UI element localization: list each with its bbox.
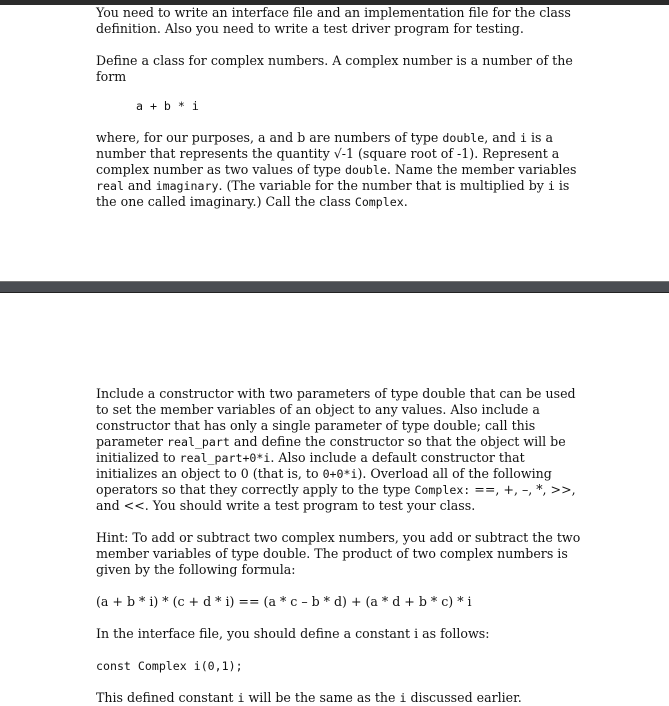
interface-paragraph: In the interface file, you should define a constant i as follows: xyxy=(96,626,490,641)
where-text-c: is a number that represents the quantity √-1 (square root of -1). Represent a complex number as two values of type xyxy=(96,130,560,177)
hint-paragraph: Hint: To add or subtract two complex numbers, you add or subtract the two member variables of type double. The product of two complex numbers is given by the following formula: xyxy=(96,530,581,577)
product-formula: (a + b * i) * (c + d * i) == (a * c – b * d) + (a * d + b * c) * i xyxy=(96,594,472,609)
constructor-paragraph xyxy=(96,386,589,514)
page-divider xyxy=(0,281,669,293)
ctor-text-b: and define the constructor so that the object will be initialized to xyxy=(96,434,566,465)
code-i-2: i xyxy=(547,179,555,193)
document-page-1 xyxy=(0,5,669,281)
where-text-e: and xyxy=(123,178,156,193)
const-declaration: const Complex i(0,1); xyxy=(96,659,243,673)
where-text-a: where, for our purposes, a and b are numbers of type xyxy=(96,130,443,145)
code-i: i xyxy=(519,131,527,145)
where-text-h: . xyxy=(403,194,408,209)
final-text-b: will be the same as the xyxy=(244,690,400,705)
code-double-2: double xyxy=(344,163,387,177)
document-page-2 xyxy=(0,293,669,704)
code-zero: 0+0*i xyxy=(322,467,358,481)
intro-line-1: You need to write an interface file and an implementation file for the class xyxy=(96,5,571,20)
code-complex: Complex xyxy=(354,195,404,209)
complex-form-formula: a + b * i xyxy=(136,99,199,113)
code-double: double xyxy=(442,131,485,145)
intro-paragraph xyxy=(96,5,589,37)
where-text-f: . (The variable for the number that is multiplied by xyxy=(218,178,548,193)
final-text-a: This defined constant xyxy=(96,690,238,705)
code-complex-colon: Complex: xyxy=(414,483,471,497)
where-text-d: . Name the member variables xyxy=(386,162,577,177)
ctor-text-c: . Also include a default constructor that initializes an object to 0 (that is, to xyxy=(96,450,525,481)
code-final-i: i xyxy=(237,691,245,705)
ctor-text-a: Include a constructor with two parameters of type double that can be used to set the member variables of an object to any values. Also include a constructor that has only a single parameter of type double; call this parameter xyxy=(96,386,576,449)
define-paragraph: Define a class for complex numbers. A complex number is a number of the form xyxy=(96,53,573,84)
intro-line-2: definition. Also you need to write a test driver program for testing. xyxy=(96,21,524,36)
code-final-i-2: i xyxy=(399,691,407,705)
ctor-text-d: ). Overload all of the following operators so that they correctly apply to the type xyxy=(96,466,552,497)
where-text-b: , and xyxy=(484,130,520,145)
where-text-g: is the one called imaginary.) Call the class xyxy=(96,178,570,209)
code-init: real_part+0*i xyxy=(179,451,271,465)
ctor-text-e: ==, +, –, *, >>, and <<. You should write a test program to test your class. xyxy=(96,482,576,513)
where-paragraph xyxy=(96,130,589,210)
code-real-part: real_part xyxy=(167,435,230,449)
code-real: real xyxy=(96,179,124,193)
code-imaginary: imaginary xyxy=(155,179,219,193)
final-text-c: discussed earlier. xyxy=(406,690,522,705)
